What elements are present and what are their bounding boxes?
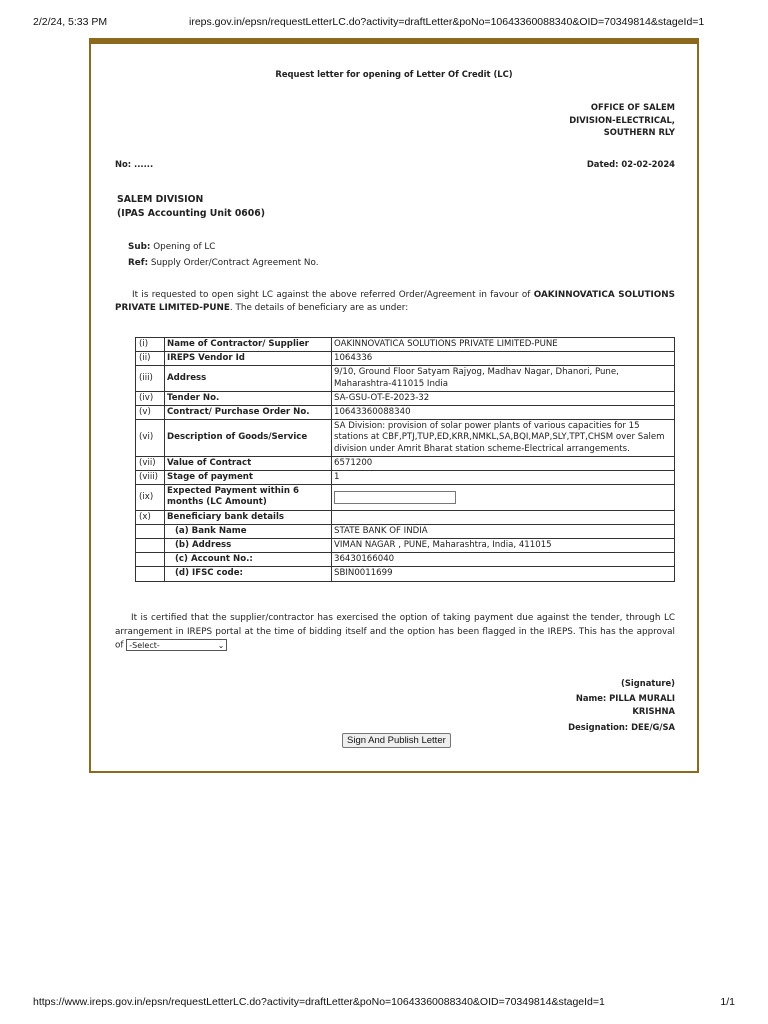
row-value: 9/10, Ground Floor Satyam Rajyog, Madhav Nagar, Dhanori, Pune, Maharashtra-411015 India: [332, 366, 675, 391]
print-footer: [33, 996, 735, 1010]
office-line: DIVISION-ELECTRICAL,: [569, 114, 675, 125]
subject-label: Sub:: [128, 242, 151, 252]
bank-row: [136, 524, 675, 538]
letter-title: Request letter for opening of Letter Of Credit (LC): [275, 69, 513, 79]
request-text: It is requested to open sight LC against the above referred Order/Agreement in favour of: [132, 290, 534, 300]
division-block: [117, 193, 265, 220]
table-row: [136, 338, 675, 352]
request-text-end: . The details of beneficiary are as under:: [229, 302, 409, 313]
row-value: 6571200: [332, 456, 675, 470]
office-line: SOUTHERN RLY: [603, 127, 675, 137]
bank-row: [136, 553, 675, 567]
row-index: (ix): [136, 485, 165, 510]
row-label: Tender No.: [165, 391, 332, 405]
print-header: [33, 16, 733, 30]
row-index: (v): [136, 406, 165, 420]
name-value-cont: KRISHNA: [632, 705, 675, 716]
designation-value: DEE/G/SA: [631, 722, 675, 732]
row-index: [136, 567, 165, 581]
print-datetime: 2/2/24, 5:33 PM: [33, 16, 108, 28]
row-index: (vi): [136, 420, 165, 457]
row-value: 1: [332, 471, 675, 485]
letter-date-label: Dated:: [586, 159, 619, 169]
beneficiary-details-table: [135, 337, 675, 582]
designation-label: Designation:: [568, 722, 629, 732]
row-value: 1064336: [332, 352, 675, 366]
approval-selected-value: -Select-: [129, 641, 160, 650]
table-row: [136, 510, 675, 524]
signature-label: (Signature): [621, 678, 675, 688]
row-index: (ii): [136, 352, 165, 366]
sign-and-publish-button[interactable]: Sign And Publish Letter: [342, 733, 451, 748]
table-row: [136, 352, 675, 366]
name-value: PILLA MURALI: [609, 693, 675, 703]
row-index: (i): [136, 338, 165, 352]
row-label: Beneficiary bank details: [165, 510, 332, 524]
table-row: [136, 456, 675, 470]
subject-value: Opening of LC: [153, 242, 216, 252]
approval-select[interactable]: [126, 639, 227, 651]
certification-text: It is certified that the supplier/contractor has exercised the option of taking payment due against the tender, through LC arrangement in IREPS portal at the time of bidding itself and the option has been flagged in the IREPS. This has the approval of: [115, 613, 675, 651]
letter-number-label: No:: [115, 159, 132, 169]
table-row: [136, 391, 675, 405]
letter-date: [587, 159, 675, 169]
letter-date-value: 02-02-2024: [621, 159, 675, 169]
row-label: Address: [165, 366, 332, 391]
row-index: [136, 524, 165, 538]
certification-paragraph: [115, 612, 675, 653]
row-value: [332, 510, 675, 524]
subject-line: [128, 242, 215, 252]
accounting-unit: (IPAS Accounting Unit 0606): [117, 207, 265, 219]
request-paragraph: [115, 289, 675, 314]
bank-row-label: (a) Bank Name: [165, 524, 332, 538]
table-row: [136, 471, 675, 485]
beneficiary-name: OAKINNOVATICA SOLUTIONS PRIVATE LIMITED-PUNE: [115, 290, 675, 313]
letter-frame: [89, 38, 699, 773]
row-index: (x): [136, 510, 165, 524]
name-label: Name:: [575, 693, 607, 703]
page-number: 1/1: [720, 996, 735, 1008]
letter-number-value: ......: [134, 159, 154, 169]
row-index: (iv): [136, 391, 165, 405]
row-value: [332, 485, 675, 510]
row-index: [136, 553, 165, 567]
row-label: Stage of payment: [165, 471, 332, 485]
row-label: Contract/ Purchase Order No.: [165, 406, 332, 420]
row-label: Name of Contractor/ Supplier: [165, 338, 332, 352]
bank-row: [136, 567, 675, 581]
bank-row-value: VIMAN NAGAR , PUNE, Maharashtra, India, 411015: [332, 539, 675, 553]
row-index: (viii): [136, 471, 165, 485]
row-label: IREPS Vendor Id: [165, 352, 332, 366]
office-line: OFFICE OF SALEM: [590, 102, 675, 112]
reference-line: [128, 258, 319, 268]
bank-row-label: (b) Address: [165, 539, 332, 553]
letter-number: [115, 159, 153, 169]
row-label: Expected Payment within 6 months (LC Amount): [165, 485, 332, 510]
reference-value: Supply Order/Contract Agreement No.: [150, 258, 319, 268]
row-value: SA-GSU-OT-E-2023-32: [332, 391, 675, 405]
row-index: (iii): [136, 366, 165, 391]
row-label: Value of Contract: [165, 456, 332, 470]
bank-row-value: STATE BANK OF INDIA: [332, 524, 675, 538]
bank-row-label: (d) IFSC code:: [165, 567, 332, 581]
lc-amount-input[interactable]: [334, 491, 456, 504]
bank-row-value: SBIN0011699: [332, 567, 675, 581]
row-value: OAKINNOVATICA SOLUTIONS PRIVATE LIMITED-PUNE: [332, 338, 675, 352]
bank-row-value: 36430166040: [332, 553, 675, 567]
row-value: 10643360088340: [332, 406, 675, 420]
reference-label: Ref:: [128, 258, 149, 268]
table-row: [136, 485, 675, 510]
chevron-down-icon: ⌄: [217, 641, 225, 650]
table-row: [136, 406, 675, 420]
table-row: [136, 420, 675, 457]
division-name: SALEM DIVISION: [117, 194, 204, 205]
footer-url: https://www.ireps.gov.in/epsn/requestLetterLC.do?activity=draftLetter&poNo=10643360088340&OID=70349814&stageId=1: [33, 996, 605, 1008]
bank-row-label: (c) Account No.:: [165, 553, 332, 567]
signatory-designation: [568, 721, 675, 734]
table-row: [136, 366, 675, 391]
signatory-name: [576, 692, 675, 717]
print-url: ireps.gov.in/epsn/requestLetterLC.do?activity=draftLetter&poNo=10643360088340&OID=70349814&stageId=1: [189, 16, 705, 28]
row-value: SA Division: provision of solar power plants of various capacities for 15 stations at CBF,PTJ,TUP,ED,KRR,NMKL,SA,BQI,MAP,SLY,TPT,CHSM over Salem division under Amrit Bharat station scheme-Electrical arrangements.: [332, 420, 675, 457]
row-index: (vii): [136, 456, 165, 470]
row-index: [136, 539, 165, 553]
row-label: Description of Goods/Service: [165, 420, 332, 457]
bank-row: [136, 539, 675, 553]
office-address: [569, 101, 675, 139]
